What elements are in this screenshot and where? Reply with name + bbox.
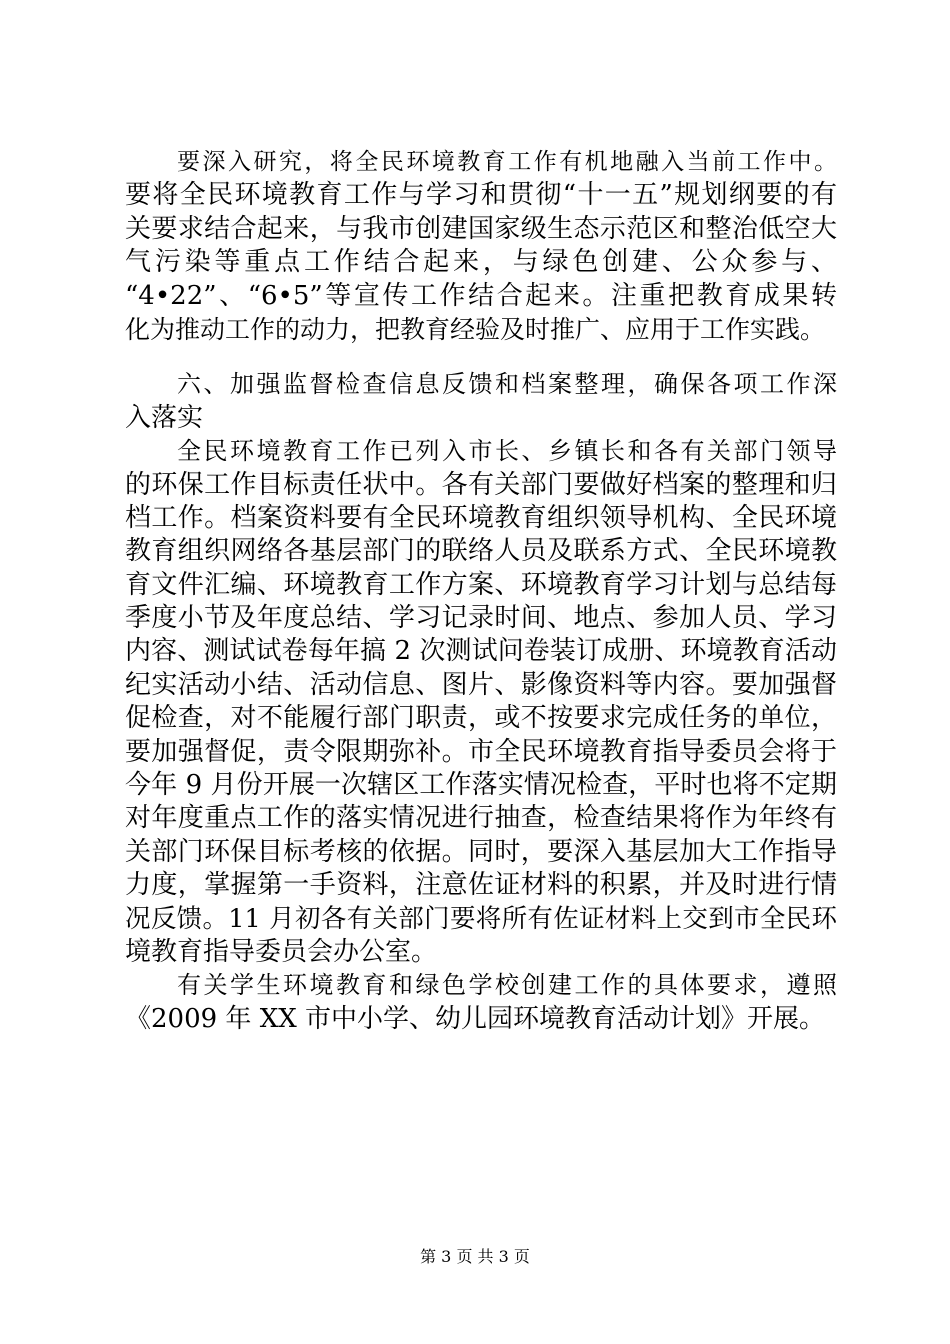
text-line: 的环保工作目标责任状中。各有关部门要做好档案的整理和归: [125, 469, 837, 500]
heading-line: 入落实: [125, 402, 204, 433]
text-line: 要加强督促，责令限期弥补。市全民环境教育指导委员会将于: [125, 736, 837, 767]
text-line: 内容、测试试卷每年搞 2 次测试问卷装订成册、环境教育活动: [125, 636, 837, 667]
text-line: 气污染等重点工作结合起来，与绿色创建、公众参与、: [125, 247, 837, 278]
text-line: 化为推动工作的动力，把教育经验及时推广、应用于工作实践。: [125, 314, 826, 344]
paragraph-1: [125, 146, 837, 346]
text-line: 力度，掌握第一手资料，注意佐证材料的积累，并及时进行情: [125, 870, 837, 901]
text-line: 关部门环保目标考核的依据。同时，要深入基层加大工作指导: [125, 836, 837, 867]
page-footer: 第 3 页 共 3 页: [420, 1247, 530, 1266]
heading-line: 六、加强监督检查信息反馈和档案整理，确保各项工作深: [177, 370, 837, 399]
text-line: “4•22”、“6•5”等宣传工作结合起来。注重把教育成果转: [125, 280, 837, 311]
document-body: [125, 146, 837, 1036]
paragraph-4: [125, 969, 837, 1036]
text-line: 育文件汇编、环境教育工作方案、环境教育学习计划与总结每: [125, 569, 837, 600]
text-line: 促检查，对不能履行部门职责，或不按要求完成任务的单位，: [125, 703, 837, 734]
text-line: 教育组织网络各基层部门的联络人员及联系方式、全民环境教: [125, 536, 837, 567]
paragraph-gap: [125, 346, 837, 368]
text-line: 况反馈。11 月初各有关部门要将所有佐证材料上交到市全民环: [125, 903, 837, 934]
text-line: 纪实活动小结、活动信息、图片、影像资料等内容。要加强督: [125, 669, 837, 700]
text-line: 境教育指导委员会办公室。: [125, 936, 438, 967]
paragraph-3: [125, 435, 837, 969]
text-line: 《2009 年 XX 市中小学、幼儿园环境教育活动计划》开展。: [125, 1003, 825, 1034]
text-line: 有关学生环境教育和绿色学校创建工作的具体要求，遵照: [177, 971, 837, 1000]
text-line: 要深入研究，将全民环境教育工作有机地融入当前工作中。: [177, 149, 837, 175]
section-heading-6: [125, 368, 837, 435]
text-line: 对年度重点工作的落实情况进行抽查，检查结果将作为年终有: [125, 803, 837, 834]
text-line: 今年 9 月份开展一次辖区工作落实情况检查，平时也将不定期: [125, 770, 837, 801]
text-line: 关要求结合起来，与我市创建国家级生态示范区和整治低空大: [125, 213, 837, 244]
text-line: 全民环境教育工作已列入市长、乡镇长和各有关部门领导: [177, 437, 837, 466]
text-line: 要将全民环境教育工作与学习和贯彻“十一五”规划纲要的有: [125, 180, 837, 211]
text-line: 季度小节及年度总结、学习记录时间、地点、参加人员、学习: [125, 603, 837, 634]
text-line: 档工作。档案资料要有全民环境教育组织领导机构、全民环境: [125, 502, 837, 533]
